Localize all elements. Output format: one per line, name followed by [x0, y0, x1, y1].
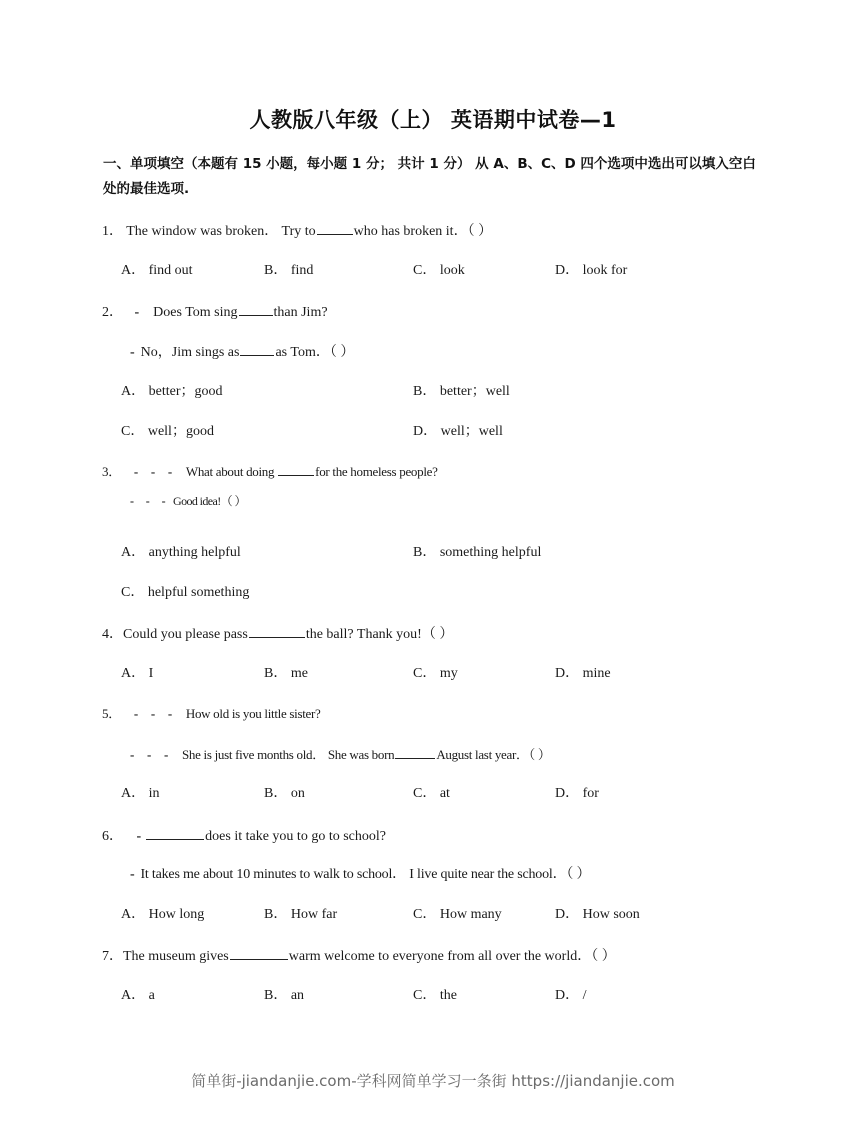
question-stem — [130, 866, 590, 884]
option-letter: A． — [121, 666, 146, 681]
option-letter: B． — [413, 545, 437, 560]
answer-blank — [146, 826, 204, 840]
stem-text: August last year．（ ） — [436, 747, 551, 762]
option-letter: B． — [264, 907, 288, 922]
stem-text: as Tom．（ ） — [275, 345, 355, 360]
option-b[interactable] — [264, 987, 304, 1005]
option-d[interactable] — [555, 987, 587, 1005]
stem-text: How old is you little sister? — [185, 706, 321, 721]
question-stem — [130, 492, 246, 510]
option-text: in — [148, 786, 160, 801]
option-letter: A． — [121, 786, 146, 801]
stem-text: Good idea!（ ） — [173, 494, 246, 508]
option-text: How far — [290, 907, 338, 922]
option-text: the — [439, 988, 457, 1003]
section-instructions: 一、单项填空（本题有 15 小题，每小题 1 分； 共计 1 分） 从 A、B、C、D 四个选项中选出可以填入空白处的最佳选项. — [103, 156, 756, 197]
dialogue-dash: - — [136, 829, 142, 844]
dialogue-dash: - — [130, 345, 135, 360]
question-stem — [102, 462, 438, 481]
option-text: How long — [148, 907, 205, 922]
option-b[interactable] — [413, 383, 510, 401]
question-number: 4． — [102, 627, 123, 642]
option-a[interactable] — [121, 665, 153, 683]
option-letter: C． — [121, 424, 145, 439]
option-text: my — [439, 666, 458, 681]
option-letter: C． — [121, 585, 145, 600]
dialogue-dash: - — [134, 305, 140, 320]
option-letter: B． — [413, 384, 437, 399]
question-number: 3． — [102, 464, 121, 479]
stem-text: What about doing — [185, 464, 275, 479]
option-letter: D． — [555, 666, 580, 681]
question-number: 5． — [102, 706, 121, 721]
answer-blank — [240, 342, 274, 356]
option-letter: A． — [121, 384, 146, 399]
page-title: 人教版八年级（上） 英语期中试卷—1 — [249, 108, 617, 132]
question-number: 6． — [102, 829, 123, 844]
option-d[interactable] — [555, 262, 627, 280]
option-a[interactable] — [121, 785, 160, 803]
option-b[interactable] — [264, 665, 308, 683]
option-text: anything helpful — [148, 545, 241, 560]
option-letter: C． — [413, 988, 437, 1003]
option-letter: B． — [264, 263, 288, 278]
option-text: well；well — [440, 424, 503, 439]
option-c[interactable] — [413, 665, 458, 683]
option-text: something helpful — [439, 545, 542, 560]
option-text: on — [290, 786, 305, 801]
question-stem — [102, 705, 321, 723]
option-text: an — [290, 988, 305, 1003]
option-a[interactable] — [121, 383, 223, 401]
dialogue-dash: - - - — [133, 464, 172, 479]
option-letter: D． — [555, 907, 580, 922]
option-d[interactable] — [413, 423, 503, 441]
option-letter: A． — [121, 907, 146, 922]
option-text: helpful something — [147, 585, 250, 600]
option-letter: B． — [264, 988, 288, 1003]
stem-text: does it take you to go to school? — [205, 829, 386, 844]
option-letter: C． — [413, 786, 437, 801]
option-text: How many — [439, 907, 502, 922]
stem-text: The museum gives — [123, 949, 229, 964]
stem-text: It takes me about 10 minutes to walk to school． I live quite near the school．（ ） — [140, 867, 591, 882]
option-a[interactable] — [121, 262, 193, 280]
option-c[interactable] — [413, 987, 457, 1005]
option-letter: A． — [121, 545, 146, 560]
question-number: 1． — [102, 224, 123, 239]
option-text: / — [582, 988, 587, 1003]
question-number: 7． — [102, 949, 123, 964]
answer-blank — [395, 745, 435, 759]
option-letter: D． — [413, 424, 438, 439]
option-c[interactable] — [121, 423, 214, 441]
option-letter: B． — [264, 786, 288, 801]
option-text: better；good — [148, 384, 223, 399]
question-stem — [102, 826, 386, 846]
answer-blank — [239, 302, 273, 316]
option-letter: A． — [121, 263, 146, 278]
footer-watermark: 简单街-jiandanjie.com-学科网简单学习一条街 https://jiandanjie.com — [191, 1072, 675, 1090]
option-c[interactable] — [121, 584, 249, 602]
option-b[interactable] — [264, 262, 313, 280]
stem-text: Does Tom sing — [153, 305, 238, 320]
question-stem — [102, 946, 616, 966]
option-a[interactable] — [121, 906, 204, 924]
stem-text: She is just five months old． She was born — [182, 747, 395, 762]
option-text: look — [439, 263, 465, 278]
stem-text: No，Jim sings as — [140, 345, 240, 360]
stem-text: than Jim? — [273, 305, 328, 320]
question-number: 2． — [102, 305, 123, 320]
option-text: better；well — [439, 384, 510, 399]
option-letter: D． — [555, 263, 580, 278]
option-d[interactable] — [555, 665, 611, 683]
stem-text: The window was broken． Try to — [126, 224, 316, 239]
option-c[interactable] — [413, 906, 502, 924]
option-letter: D． — [555, 786, 580, 801]
option-letter: C． — [413, 263, 437, 278]
option-b[interactable] — [413, 544, 541, 562]
stem-text: the ball? Thank you!（ ） — [305, 627, 454, 642]
stem-text: warm welcome to everyone from all over the world．（ ） — [288, 949, 616, 964]
stem-text: who has broken it．（ ） — [353, 224, 493, 239]
option-text: at — [439, 786, 450, 801]
option-text: look for — [582, 263, 628, 278]
option-text: me — [290, 666, 308, 681]
option-text: find — [290, 263, 314, 278]
dialogue-dash: - - - — [130, 494, 165, 508]
option-text: find out — [148, 263, 193, 278]
answer-blank — [249, 624, 305, 638]
stem-text: for the homeless people? — [315, 464, 438, 479]
option-b[interactable] — [264, 906, 337, 924]
option-text: for — [582, 786, 599, 801]
question-stem — [102, 302, 328, 322]
answer-blank — [278, 462, 314, 476]
option-letter: D． — [555, 988, 580, 1003]
question-stem — [102, 624, 453, 644]
option-c[interactable] — [413, 785, 450, 803]
option-letter: B． — [264, 666, 288, 681]
answer-blank — [230, 946, 288, 960]
option-a[interactable] — [121, 544, 241, 562]
option-letter: A． — [121, 988, 146, 1003]
option-d[interactable] — [555, 906, 640, 924]
option-text: I — [148, 666, 154, 681]
option-text: mine — [582, 666, 611, 681]
option-letter: C． — [413, 666, 437, 681]
stem-text: Could you please pass — [123, 627, 248, 642]
dialogue-dash: - — [130, 867, 135, 882]
option-text: How soon — [582, 907, 640, 922]
answer-blank — [317, 221, 353, 235]
question-stem — [130, 745, 551, 764]
question-stem — [102, 221, 492, 241]
dialogue-dash: - - - — [130, 747, 168, 762]
option-b[interactable] — [264, 785, 305, 803]
option-a[interactable] — [121, 987, 155, 1005]
option-letter: C． — [413, 907, 437, 922]
option-text: a — [148, 988, 155, 1003]
question-stem — [130, 342, 354, 362]
option-d[interactable] — [555, 785, 599, 803]
dialogue-dash: - - - — [133, 706, 172, 721]
option-c[interactable] — [413, 262, 465, 280]
option-text: well；good — [147, 424, 214, 439]
